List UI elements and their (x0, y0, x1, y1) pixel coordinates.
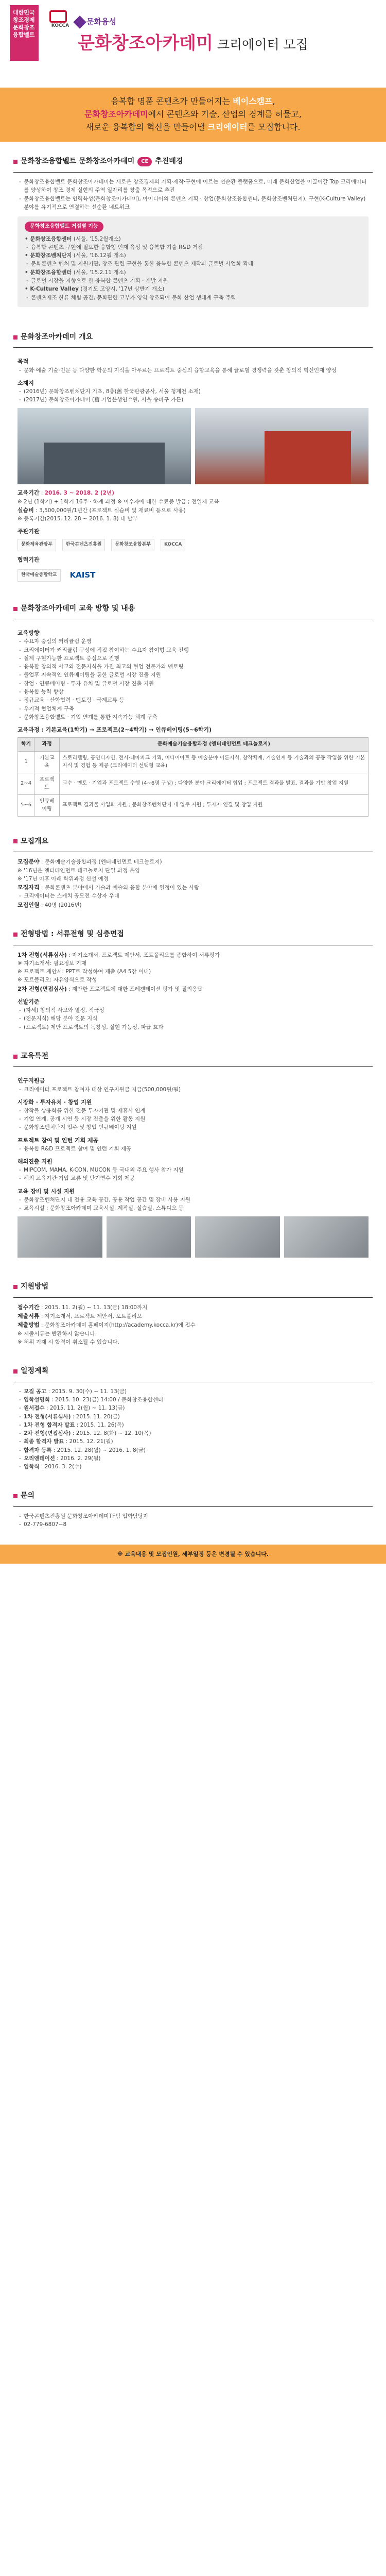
paragraph: - 문화·예술 기술·인문 등 다양한 학문의 지식을 아우르는 프로젝트 중심의 융합교육을 통해 글로벌 경쟁력을 갖춘 창의적 혁신인재 양성 (17, 366, 369, 375)
list-item: - 우기적 협업체계 구축 (17, 705, 369, 713)
note: - 크리에이터는 스케치 공모전 수상자 우대 (17, 892, 369, 900)
list-item: ※ 허위 기재 시 합격이 취소될 수 있습니다. (17, 1338, 119, 1345)
section-title: 문의 (21, 1492, 35, 1500)
partner-logo: 한국예술종합학교 (17, 569, 61, 582)
list-item: - 해외 교육기관·기업 교류 및 단기연수 기회 제공 (17, 1174, 369, 1182)
subheading: 프로젝트 참여 및 인턴 기회 제공 (17, 1137, 99, 1144)
belt-item-heading (25, 285, 361, 293)
section-heading (13, 929, 373, 945)
schedule-row (17, 1387, 369, 1396)
subheading: 선발기준 (17, 998, 40, 1005)
host-logos (17, 539, 369, 551)
page-title (0, 30, 386, 57)
schedule-row (17, 1396, 369, 1404)
schedule-row (17, 1454, 369, 1463)
list-item: - 실제 구현가능한 프로젝트 중심으로 진행 (17, 654, 369, 663)
label: 실습비 (17, 506, 34, 514)
partner-logos (17, 567, 369, 583)
label: 모집인원 (17, 901, 40, 908)
schedule-label: 원서접수 (24, 1405, 45, 1412)
belt-item-meta: (서울, '16.12월 개소) (72, 252, 126, 259)
square-icon (13, 1285, 17, 1289)
page-title-main: 문화창조아카데미 (78, 33, 213, 54)
host-logo: KOCCA (161, 539, 185, 551)
schedule-value: : 2015. 10. 23(금) 14:00 / 문화창조융합센터 (49, 1397, 164, 1403)
schedule-value: : 2015. 12. 21(월) (64, 1438, 113, 1445)
label: 모집분야 (17, 858, 40, 866)
section-title: 일정계획 (21, 1367, 49, 1376)
value: 문화창조아카데미 홈페이지(http://academy.kocca.kr)에 접수 (44, 1322, 196, 1329)
value: 자기소개서, 프로젝트 제안서, 포트폴리오를 종합하여 서류평가 (72, 952, 220, 958)
host-logo: 문화창조융합본부 (111, 539, 154, 551)
subheading: 교육과정 : 기본교육(1학기) → 프로젝트(2~4학기) → 인큐베이팅(5~6학기) (17, 726, 212, 734)
value: 제안한 프로젝트에 대한 프레젠테이션 평가 및 질의응답 (72, 986, 203, 992)
value: 40명 (2016년) (44, 902, 82, 908)
intro-text: 를 모집합니다. (247, 122, 301, 132)
table-cell-semester: 5~6 (18, 794, 34, 816)
belt-item (25, 251, 361, 268)
curriculum-table (17, 737, 369, 817)
list-item: ※ 포트폴리오: 자유양식으로 작성 (17, 977, 97, 984)
subheading: 해외진출 지원 (17, 1158, 52, 1165)
building-photo (195, 408, 369, 484)
intro-highlight: 문화창조아카데미 (84, 109, 148, 119)
intro-text: 융복합 명품 콘텐츠가 만들어지는 (111, 96, 233, 106)
label: 제출방법 (17, 1321, 40, 1329)
section-title: 문화창조아카데미 교육 방향 및 내용 (21, 604, 135, 613)
label: 교육기간 (17, 489, 40, 497)
section-title: 전형방법 : 서류전형 및 심층면접 (21, 929, 124, 938)
paragraph: - (2017년) 문화창조아카데미 (舊 기업은행연수원, 서울 송파구 가든) (17, 396, 369, 404)
label: 제출서류 (17, 1313, 40, 1320)
schedule-value: : 2015. 11. 20(금) (71, 1413, 120, 1420)
list-item: - 졸업후 지속적인 인큐베이팅을 통한 글로벌 시장 진출 지원 (17, 671, 369, 679)
belt-item-name: • 문화창조벤처단지 (25, 252, 72, 259)
partner-logo: KAIST (69, 570, 96, 580)
square-icon (13, 160, 17, 164)
value: 자기소개서, 프로젝트 제안서, 포트폴리오 (44, 1313, 142, 1320)
header (0, 0, 386, 88)
schedule-row (17, 1421, 369, 1429)
list-item: - 문화창조벤처단지 입주 및 창업 인큐베이팅 지원 (17, 1123, 369, 1131)
facility-photo (17, 1216, 102, 1258)
list-item: - 수요자 중심의 커리큘럼 운영 (17, 637, 369, 646)
note: ※ '17년 이후 아래 학위과정 신설 예정 (17, 875, 109, 882)
intro-text: 에서 콘텐츠와 기술, 산업의 경계를 허물고, (148, 109, 302, 119)
schedule-label: 오리엔테이션 (24, 1455, 55, 1462)
label: 모집자격 (17, 884, 40, 891)
belt-item-meta: (서울, '15.2월개소) (72, 235, 121, 242)
intro-highlight: 베이스캠프 (233, 96, 273, 106)
table-header: 과정 (34, 738, 60, 752)
subheading: 협력기관 (17, 556, 40, 564)
schedule-label: 입학설명회 (24, 1397, 50, 1403)
table-cell-content: 교수 · 멘토 · 기업과 프로젝트 수행 (4~6명 구성) ; 다양한 분야 크리에이터 협업 ; 프로젝트 결과물 발표, 결과물 기반 창업 지원 (60, 773, 369, 794)
schedule-row (17, 1429, 369, 1437)
note: ※ '16년은 엔터테인먼트 테크놀로지 단일 과정 운영 (17, 867, 140, 874)
schedule-value: : 2015. 11. 26(목) (75, 1421, 124, 1428)
schedule-value: : 2015. 11. 2(월) ~ 11. 13(금) (44, 1405, 125, 1412)
ce-badge: CE (137, 157, 152, 166)
subheading: 소재지 (17, 379, 34, 386)
culture-logo-text: 문화융성 (86, 17, 116, 27)
info-box (17, 216, 369, 307)
table-cell-course: 기본교육 (34, 751, 60, 773)
cube-icon (73, 15, 86, 28)
schedule-value: : 2016. 2. 29(월) (55, 1455, 101, 1462)
section-heading (13, 1051, 373, 1067)
label: 1차 전형(서류심사) (17, 951, 67, 958)
intro-banner (0, 88, 386, 142)
paragraph: - 크리에이터 프로젝트 참여자 대상 연구지원금 지급(500,000원/월) (17, 1086, 369, 1094)
list-item: - (자세) 창의적 사고와 열정, 적극성 (17, 1006, 369, 1014)
list-item: - 창작물 상용화를 위한 전문 투자기관 및 제휴사 연계 (17, 1107, 369, 1115)
list-item: - 교육시설 : 문화창조아카데미 교육시설, 제작실, 실습실, 스튜디오 등 (17, 1204, 369, 1212)
subheading: 주관기관 (17, 528, 40, 535)
schedule-value: : 2016. 3. 2(수) (39, 1464, 82, 1470)
list-item: - 정규교육 · 산학협력 · 멘토링 · 국제교류 등 (17, 696, 369, 704)
section-title: 모집개요 (21, 837, 49, 845)
intro-text: 새로운 융복합의 혁신을 만들어낼 (85, 122, 208, 132)
belt-item (25, 235, 361, 252)
schedule-row (17, 1446, 369, 1454)
square-icon (13, 1369, 17, 1374)
section-title-suffix: 추진배경 (155, 157, 183, 166)
list-item: - MIPCOM, MAMA, K-CON, MUCON 등 국내외 주요 행사 참가 지원 (17, 1166, 369, 1174)
schedule-label: 1차 전형 합격자 발표 (24, 1421, 75, 1428)
section-heading (13, 1490, 373, 1507)
section-title: 지원방법 (21, 1282, 49, 1291)
schedule-label: 모집 공고 (24, 1388, 47, 1395)
paragraph: - (2016년) 문화창조벤처단지 기초, 8층(舊 한국관광공사, 서울 청계천 소재) (17, 387, 369, 396)
schedule-row (17, 1463, 369, 1471)
building-photos (17, 408, 369, 484)
schedule-row (17, 1413, 369, 1421)
note: ※ 2년 (1학기) + 1학기 16주 · 하계 과정 ※ 이수자에 대한 수료증 발급 ; 전일제 교육 (17, 498, 219, 505)
section-heading (13, 332, 373, 348)
schedule-value: : 2015. 9. 30(수) ~ 11. 13(금) (46, 1388, 127, 1395)
table-cell-course: 인큐베이팅 (34, 794, 60, 816)
list-item: - 창업 · 인큐베이팅 · 투자 유치 및 글로벌 시장 진출 지원 (17, 680, 369, 688)
subheading: 시장화 · 투자유치 · 창업 지원 (17, 1098, 92, 1106)
value: 문화콘텐츠 분야에서 기술과 예술의 융합 분야에 열정이 있는 사람 (44, 885, 200, 891)
facility-photos (17, 1216, 369, 1258)
square-icon (13, 1055, 17, 1059)
facility-photo (284, 1216, 369, 1258)
section-heading (13, 1281, 373, 1298)
intro-text: , (272, 96, 275, 106)
value: 문화예술기술융합과정 (엔터테인먼트 테크놀로지) (44, 859, 162, 866)
list-item: ※ 자기소개서: 필요정보 기재 (17, 960, 86, 967)
schedule-row (17, 1404, 369, 1412)
paragraph: - 문화창조융합벨트 문화창조아카데미는 새로운 창조경제의 기획·제작·구현에 이르는 선순환 플랫폼으로, 미래 문화산업을 이끌어갈 Top 크리에이터를 양성하여 창조 경제 실현의 주역 일자리를 창출 목적으로 추진 (17, 178, 369, 195)
value: 2015. 11. 2(월) ~ 11. 13(금) 18:00까지 (44, 1304, 148, 1311)
label: 2차 전형(면접심사) (17, 985, 67, 992)
kocca-mark-icon (49, 10, 67, 23)
table-cell-semester: 2~4 (18, 773, 34, 794)
page-title-suffix: 크리에이터 모집 (217, 37, 308, 52)
table-row (18, 773, 369, 794)
value: 3,500,000원/1년간 (프로젝트 실습비 및 재료비 등으로 사용) (39, 507, 186, 514)
section-heading (13, 1366, 373, 1382)
intro-highlight: 크리에이터 (207, 122, 248, 132)
belt-item-name: • 문화창조융합센터 (25, 269, 72, 276)
contact-text: - 한국콘텐츠진흥원 문화창조아카데미TF팀 입학담당자 (17, 1512, 369, 1520)
schedule-value: : 2015. 12. 8(화) ~ 12. 10(목) (71, 1430, 151, 1437)
list-item: - 크리에이터가 커리큘럼 구성에 직접 참여하는 수요자 참여형 교육 진행 (17, 646, 369, 654)
table-row (18, 794, 369, 816)
belt-item-heading (25, 251, 361, 260)
list-item: - (프로젝트) 제안 프로젝트의 독창성, 실현 가능성, 파급 효과 (17, 1023, 369, 1031)
section-title: 교육특전 (21, 1052, 49, 1060)
kocca-logo-text: KOCCA (51, 23, 69, 28)
schedule-label: 최종 합격자 발표 (24, 1438, 64, 1445)
schedule-label: 1차 전형(서류심사) (24, 1413, 71, 1420)
belt-item-name: • 문화창조융합센터 (25, 235, 72, 242)
section-title: 문화창조융합벨트 문화창조아카데미 (21, 157, 135, 166)
schedule-label: 합격자 등록 (24, 1447, 52, 1453)
host-logo: 문화체육관광부 (17, 539, 56, 551)
belt-item-desc: - 콘텐츠제조 한류 체험 공간, 문화관련 고부가 영역 창조되어 문화 산업 생태계 구축 주력 (25, 294, 361, 302)
schedule-label: 2차 전형(면접심사) (24, 1430, 71, 1437)
section-heading (13, 156, 373, 173)
square-icon (13, 1494, 17, 1498)
paragraph: - 융복합 R&D 프로젝트 참여 및 인턴 기회 제공 (17, 1145, 369, 1153)
subheading: 연구지원금 (17, 1077, 45, 1084)
contact-phone: - 02-779-6807~8 (17, 1520, 369, 1529)
table-row (18, 751, 369, 773)
list-item: - (전문지식) 해당 분야 전문 지식 (17, 1014, 369, 1023)
section-heading (13, 603, 373, 620)
info-tag: 문화창조융합벨트 거점별 기능 (25, 222, 103, 232)
table-header: 문화예술기술융합과정 (엔터테인먼트 테크놀로지) (60, 738, 369, 752)
facility-photo (107, 1216, 191, 1258)
schedule-label: 입학식 (24, 1464, 40, 1470)
schedule-row (17, 1437, 369, 1446)
logo-text: 대한민국 창조경제 문화창조 융합벨트 (13, 9, 35, 38)
host-logo: 한국콘텐츠진흥원 (62, 539, 106, 551)
subheading: 목적 (17, 358, 29, 365)
belt-item-heading (25, 235, 361, 243)
subheading: 교육 장비 및 시설 지원 (17, 1188, 75, 1195)
list-item: - 융복합 능력 향상 (17, 688, 369, 696)
belt-item-meta: (경기도 고양시, '17년 상반기 개소) (78, 286, 165, 293)
belt-item-name: • K-Culture Valley (25, 286, 79, 293)
list-item: - 기업 연계, 공개 시연 등 시장 진출을 위한 활동 지원 (17, 1115, 369, 1123)
schedule-value: : 2015. 12. 28(월) ~ 2016. 1. 8(금) (51, 1447, 146, 1453)
page: 대한민국 창조경제 문화창조 융합벨트 KOCCA 문화융성 문화창조아카데미 크리에이터 모집 융복합 명품 콘텐츠가 만들어지는 베이스캠프, 문화창조아카데미에서 콘텐츠와 기술, 산업의 경계를 허물고, 새로운 융복합의 혁신을 만들어낼 크리에이터를 모집합니다. 문화창조융합벨트 문화창조아카데미 CE 추진배경 - 문화창조융합벨트 문화창조아카데미는 새로운 창조경제의 기획·제작·구현에 이르는 선순환 플랫폼으로, 미래 문화산업을 이끌어갈 Top 크리에이터를 양성하여 창조 경제 실현의 주역 일자리를 창출 목적으로 추진 - 문화창조융합벨트는 인력육성(문화창조아카데미), 아이디어의 콘텐츠 기획 · 창업(문화창조융합센터, 문화창조벤처단지), 구현(K-Culture Valley) 분야를 유기적으로 연결하는 선순환 네트워크 문화창조융합벨트 거점별 기능 • 문화창조융합센터 (서울, '15.2월개소) - 융복합 콘텐츠 구현에 필요한 융합형 인재 육성 및 융복합 기술 R&D 거점 • 문화창조벤처단지 (서울, '16.12월 개소) - 문화콘텐츠 벤처 및 지원기관, 창조 관련 구현을 통한 융복합 콘텐츠 제작과 글로벌 사업화 확대 • 문화창조융합센터 (서울, '15.2.11 개소) - 글로벌 시장을 지향으로 한 융복합 콘텐츠 기획 · 개발 지원 • K-Culture Valley (경기도 고양시, '17년 상반기 개소) - 콘텐츠제조 한류 체험 공간, 문화관련 고부가 영역 창조되어 문화 산업 생태계 구축 주력 문화창조아카데미 개요 목적 - 문화·예술 기술·인문 등 다양한 학문의 지식을 아우르는 프로젝트 중심의 융합교육을 통해 글로벌 경쟁력을 갖춘 창의적 혁신인재 양성 소재지 - (2016년) 문화창조벤처단지 기초, 8층(舊 한국관광공사, 서울 청계천 소재) - (2017년) 문화창조아카데미 (舊 기업은행연수원, 서울 송파구 가든) 교육기간 : 2016. 3 ~ 2018. 2 (2년) ※ 2년 (1학기) + 1학기 16주 · 하계 과정 ※ 이수자에 대한 수료증 발급 ; 전일제 교육 실습비 : 3,500,000원/1년간 (프로젝트 실습비 및 재료비 등으로 사용) ※ 등록기간(2015. 12. 28 ~ 2016. 1. 8) 내 납부 주관기관 문화체육관광부 한국콘텐츠진흥원 문화창조융합본부 KOCCA 협력기관 한국예술종합학교 KAIST 문화창조아카데미 교육 방향 및 내용 교육방향 - 수요자 중심의 커리큘럼 운영 - 크리에이터가 커리큘럼 구성에 직접 참여하는 수요자 참여형 교육 진행 - 실제 구현가능한 프로젝트 중심으로 진행 - 융복합 창의적 사고와 전문지식을 가진 최고의 현업 전문가와 멘토링 - 졸업후 지속적인 인큐베이팅을 통한 글로벌 시장 진출 지원 - 창업 · 인큐베이팅 · 투자 유치 및 글로벌 시장 진출 지원 - 융복합 능력 향상 - 정규교육 · 산학협력 · 멘토링 · 국제교류 등 - 우기적 협업체계 구축 - 문화창조융합벨트 · 기업 연계를 통한 지속가능 체계 구축 교육과정 : 기본교육(1학기) → 프로젝트(2~4학기) → 인큐베이팅(5~6학기) 학기 과정 문화예술기술융합과정 (엔터테인먼트 테크놀로지) 1 기본교육 스토리텔링, 공연디자인, 전시·테마파크 기획, 미디어아트 등 예술분야 이론지식, 창작체계, 기술연계 등 기술과의 공동 작업을 위한 기본 지식 및 경험 등 제공 (크리에이터 선택형 교육) 2~4 프로젝트 교수 · 멘토 · 기업과 프로젝트 수행 (4~6명 구성) ; 다양한 분야 크리에이터 협업 ; 프로젝트 결과물 발표, 결과물 기반 창업 지원 5~6 인큐베이팅 프로젝트 결과물 사업화 지원 ; 문화창조벤처단지 내 입주 지원 ; 투자자 연결 및 창업 지원 모집개요 모집분야 : 문화예술기술융합과정 (엔터테인먼트 테크놀로지) ※ '16년은 엔터테인먼트 테크놀로지 단일 과정 운영 ※ '17년 이후 아래 학위과정 신설 예정 모집자격 : 문화콘텐츠 분야에서 기술과 예술의 융합 분야에 열정이 있는 사람 - 크리에이터는 스케치 공모전 수상자 우대 모집인원 : 40명 (2016년) 전형방법 : 서류전형 및 심층면접 1차 전형(서류심사) : 자기소개서, 프로젝트 제안서, 포트폴리오를 종합하여 서류평가 ※ 자기소개서: 필요정보 기재 ※ 프로젝트 제안서: PPT로 작성하여 제출 (A4 5장 이내) ※ 포트폴리오: 자유양식으로 작성 2차 전형(면접심사) : 제안한 프로젝트에 대한 프레젠테이션 평가 및 질의응답 선발기준 - (자세) 창의적 사고와 열정, 적극성 - (전문지식) 해당 분야 전문 지식 - (프로젝트) 제안 프로젝트의 독창성, 실현 가능성, 파급 효과 교육특전 연구지원금 - 크리에이터 프로젝트 참여자 대상 연구지원금 지급(500,000원/월) 시장화 · 투자유치 · 창업 지원 - 창작물 상용화를 위한 전문 투자기관 및 제휴사 연계 - 기업 연계, 공개 시연 등 시장 진출을 위한 활동 지원 - 문화창조벤처단지 입주 및 창업 인큐베이팅 지원 프로젝트 참여 및 인턴 기회 제공 - 융복합 R&D 프로젝트 참여 및 인턴 기회 제공 해외진출 지원 - MIPCOM, MAMA, K-CON, MUCON 등 국내외 주요 행사 참가 지원 - 해외 교육기관·기업 교류 및 단기연수 기회 제공 교육 장비 및 시설 지원 - 문화창조벤처단지 내 전용 교육 공간, 공용 작업 공간 및 장비 사용 지원 - 교육시설 : 문화창조아카데미 교육시설, 제작실, 실습실, 스튜디오 등 지원방법 접수기간 : 2015. 11. 2(월) ~ 11. 13(금) 18:00까지 제출서류 : 자기소개서, 프로젝트 제안서, 포트폴리오 제출방법 : 문화창조아카데미 홈페이지(http://academy.kocca.kr)에 접수 ※ 제출서류는 반환하지 않습니다. ※ 허위 기재 시 합격이 취소될 수 있습니다. 일정계획 - 모집 공고 : 2015. 9. 30(수) ~ 11. 13(금) - 입학설명회 : 2015. 10. 23(금) 14:00 / 문화창조융합센터 - 원서접수 : 2015. 11. 2(월) ~ 11. 13(금) - 1차 전형(서류심사) : 2015. 11. 20(금) - 1차 전형 합격자 발표 : 2015. 11. 26(목) - 2차 전형(면접심사) : 2015. 12. 8(화) ~ 12. 10(목) - 최종 합격자 발표 : 2015. 12. 21(월) - 합격자 등록 : 2015. 12. 28(월) ~ 2016. 1. 8(금) - 오리엔테이션 : 2016. 2. 29(월) - 입학식 : 2016. 3. 2(수) 문의 - 한국콘텐츠진흥원 문화창조아카데미TF팀 입학담당자 - 02-779-6807~8 ※ 교육내용 및 모집인원, 세부일정 등은 변경될 수 있습니다. (0, 0, 386, 1573)
footer-note: ※ 교육내용 및 모집인원, 세부일정 등은 변경될 수 있습니다. (0, 1545, 386, 1564)
table-cell-semester: 1 (18, 751, 34, 773)
belt-item-meta: (서울, '15.2.11 개소) (72, 269, 126, 276)
square-icon (13, 607, 17, 611)
label: 접수기간 (17, 1303, 40, 1311)
square-icon (13, 933, 17, 937)
list-item: ※ 제출서류는 반환하지 않습니다. (17, 1330, 97, 1337)
table-cell-content: 스토리텔링, 공연디자인, 전시·테마파크 기획, 미디어아트 등 예술분야 이론지식, 창작체계, 기술연계 등 기술과의 공동 작업을 위한 기본 지식 및 경험 등 제공 (크리에이터 선택형 교육) (60, 751, 369, 773)
belt-item (25, 268, 361, 285)
belt-item-desc: - 문화콘텐츠 벤처 및 지원기관, 창조 관련 구현을 통한 융복합 콘텐츠 제작과 글로벌 사업화 확대 (25, 260, 361, 268)
square-icon (13, 839, 17, 843)
table-cell-course: 프로젝트 (34, 773, 60, 794)
subheading: 교육방향 (17, 630, 40, 637)
list-item: - 문화창조융합벨트 · 기업 연계를 통한 지속가능 체계 구축 (17, 713, 369, 721)
paragraph: - 문화창조융합벨트는 인력육성(문화창조아카데미), 아이디어의 콘텐츠 기획 · 창업(문화창조융합센터, 문화창조벤처단지), 구현(K-Culture Valley) 분야를 유기적으로 연결하는 선순환 네트워크 (17, 195, 369, 212)
table-cell-content: 프로젝트 결과물 사업화 지원 ; 문화창조벤처단지 내 입주 지원 ; 투자자 연결 및 창업 지원 (60, 794, 369, 816)
list-item: - 융복합 창의적 사고와 전문지식을 가진 최고의 현업 전문가와 멘토링 (17, 663, 369, 671)
building-photo (17, 408, 191, 484)
value: 2016. 3 ~ 2018. 2 (2년) (44, 490, 114, 497)
belt-item-heading (25, 268, 361, 277)
square-icon (13, 335, 17, 340)
list-item: ※ 프로젝트 제안서: PPT로 작성하여 제출 (A4 5장 이내) (17, 969, 151, 975)
list-item: - 문화창조벤처단지 내 전용 교육 공간, 공용 작업 공간 및 장비 사용 지원 (17, 1196, 369, 1204)
table-header: 학기 (18, 738, 34, 752)
section-title: 문화창조아카데미 개요 (21, 332, 93, 341)
facility-photo (195, 1216, 280, 1258)
belt-item-desc: - 융복합 콘텐츠 구현에 필요한 융합형 인재 육성 및 융복합 기술 R&D 거점 (25, 243, 361, 251)
note: ※ 등록기간(2015. 12. 28 ~ 2016. 1. 8) 내 납부 (17, 516, 138, 522)
belt-item-desc: - 글로벌 시장을 지향으로 한 융복합 콘텐츠 기획 · 개발 지원 (25, 277, 361, 285)
belt-item (25, 285, 361, 302)
section-heading (13, 836, 373, 853)
